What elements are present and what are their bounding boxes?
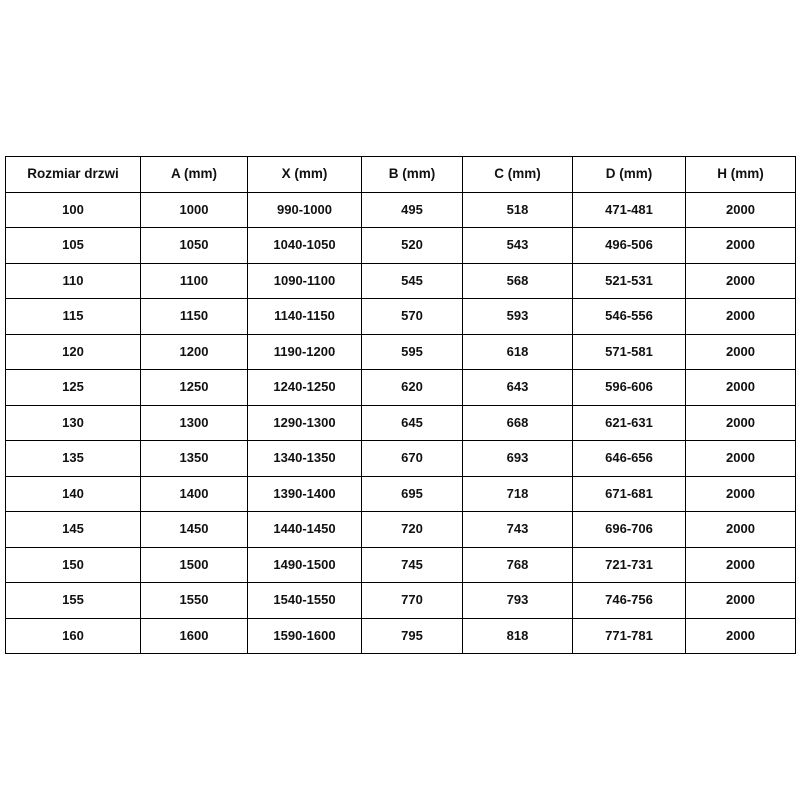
cell-a: 1400 (141, 476, 248, 512)
cell-d: 496-506 (573, 228, 686, 264)
cell-d: 521-531 (573, 263, 686, 299)
table-row (6, 547, 796, 583)
column-header-x: X (mm) (248, 157, 362, 193)
column-header-b: B (mm) (362, 157, 463, 193)
cell-a: 1150 (141, 299, 248, 335)
cell-x: 1490-1500 (248, 547, 362, 583)
cell-h: 2000 (686, 512, 796, 548)
cell-size: 105 (6, 228, 141, 264)
cell-x: 1040-1050 (248, 228, 362, 264)
door-size-table (5, 156, 796, 654)
cell-c: 793 (463, 583, 573, 619)
table-row (6, 583, 796, 619)
cell-b: 645 (362, 405, 463, 441)
cell-size: 120 (6, 334, 141, 370)
cell-a: 1550 (141, 583, 248, 619)
cell-x: 1540-1550 (248, 583, 362, 619)
cell-h: 2000 (686, 334, 796, 370)
cell-d: 546-556 (573, 299, 686, 335)
cell-x: 990-1000 (248, 192, 362, 228)
column-header-a: A (mm) (141, 157, 248, 193)
cell-size: 140 (6, 476, 141, 512)
cell-d: 771-781 (573, 618, 686, 654)
cell-h: 2000 (686, 618, 796, 654)
cell-c: 718 (463, 476, 573, 512)
cell-c: 543 (463, 228, 573, 264)
cell-b: 695 (362, 476, 463, 512)
cell-d: 671-681 (573, 476, 686, 512)
table-body (6, 192, 796, 654)
cell-a: 1200 (141, 334, 248, 370)
cell-b: 720 (362, 512, 463, 548)
cell-b: 595 (362, 334, 463, 370)
column-header-rozmiar-drzwi: Rozmiar drzwi (6, 157, 141, 193)
table-row (6, 263, 796, 299)
cell-d: 721-731 (573, 547, 686, 583)
table-row (6, 299, 796, 335)
cell-b: 545 (362, 263, 463, 299)
table-header-row (6, 157, 796, 193)
cell-x: 1240-1250 (248, 370, 362, 406)
cell-x: 1140-1150 (248, 299, 362, 335)
table-row (6, 405, 796, 441)
cell-a: 1600 (141, 618, 248, 654)
cell-x: 1590-1600 (248, 618, 362, 654)
cell-d: 596-606 (573, 370, 686, 406)
cell-b: 570 (362, 299, 463, 335)
cell-b: 745 (362, 547, 463, 583)
size-table-container (5, 156, 795, 654)
cell-c: 818 (463, 618, 573, 654)
cell-b: 495 (362, 192, 463, 228)
cell-size: 100 (6, 192, 141, 228)
table-row (6, 228, 796, 264)
cell-x: 1340-1350 (248, 441, 362, 477)
cell-c: 668 (463, 405, 573, 441)
cell-a: 1050 (141, 228, 248, 264)
cell-a: 1500 (141, 547, 248, 583)
cell-d: 621-631 (573, 405, 686, 441)
table-row (6, 476, 796, 512)
column-header-d: D (mm) (573, 157, 686, 193)
cell-size: 115 (6, 299, 141, 335)
cell-size: 130 (6, 405, 141, 441)
table-row (6, 370, 796, 406)
cell-c: 568 (463, 263, 573, 299)
cell-size: 135 (6, 441, 141, 477)
cell-b: 770 (362, 583, 463, 619)
cell-h: 2000 (686, 547, 796, 583)
cell-h: 2000 (686, 370, 796, 406)
cell-c: 768 (463, 547, 573, 583)
cell-d: 571-581 (573, 334, 686, 370)
cell-h: 2000 (686, 299, 796, 335)
cell-size: 145 (6, 512, 141, 548)
cell-b: 520 (362, 228, 463, 264)
cell-a: 1250 (141, 370, 248, 406)
table-header (6, 157, 796, 193)
cell-h: 2000 (686, 228, 796, 264)
table-row (6, 334, 796, 370)
cell-d: 646-656 (573, 441, 686, 477)
cell-size: 150 (6, 547, 141, 583)
cell-size: 155 (6, 583, 141, 619)
cell-c: 643 (463, 370, 573, 406)
cell-b: 795 (362, 618, 463, 654)
cell-d: 471-481 (573, 192, 686, 228)
cell-c: 518 (463, 192, 573, 228)
cell-x: 1440-1450 (248, 512, 362, 548)
cell-h: 2000 (686, 441, 796, 477)
table-row (6, 441, 796, 477)
cell-a: 1450 (141, 512, 248, 548)
cell-c: 618 (463, 334, 573, 370)
cell-x: 1090-1100 (248, 263, 362, 299)
cell-h: 2000 (686, 405, 796, 441)
cell-a: 1350 (141, 441, 248, 477)
cell-a: 1100 (141, 263, 248, 299)
cell-h: 2000 (686, 476, 796, 512)
cell-size: 125 (6, 370, 141, 406)
cell-h: 2000 (686, 263, 796, 299)
table-row (6, 618, 796, 654)
column-header-h: H (mm) (686, 157, 796, 193)
cell-d: 696-706 (573, 512, 686, 548)
cell-a: 1300 (141, 405, 248, 441)
cell-b: 620 (362, 370, 463, 406)
cell-h: 2000 (686, 583, 796, 619)
table-row (6, 192, 796, 228)
table-row (6, 512, 796, 548)
cell-h: 2000 (686, 192, 796, 228)
cell-size: 160 (6, 618, 141, 654)
cell-d: 746-756 (573, 583, 686, 619)
cell-b: 670 (362, 441, 463, 477)
cell-x: 1290-1300 (248, 405, 362, 441)
cell-c: 693 (463, 441, 573, 477)
cell-size: 110 (6, 263, 141, 299)
cell-a: 1000 (141, 192, 248, 228)
cell-c: 593 (463, 299, 573, 335)
cell-x: 1390-1400 (248, 476, 362, 512)
cell-c: 743 (463, 512, 573, 548)
cell-x: 1190-1200 (248, 334, 362, 370)
column-header-c: C (mm) (463, 157, 573, 193)
